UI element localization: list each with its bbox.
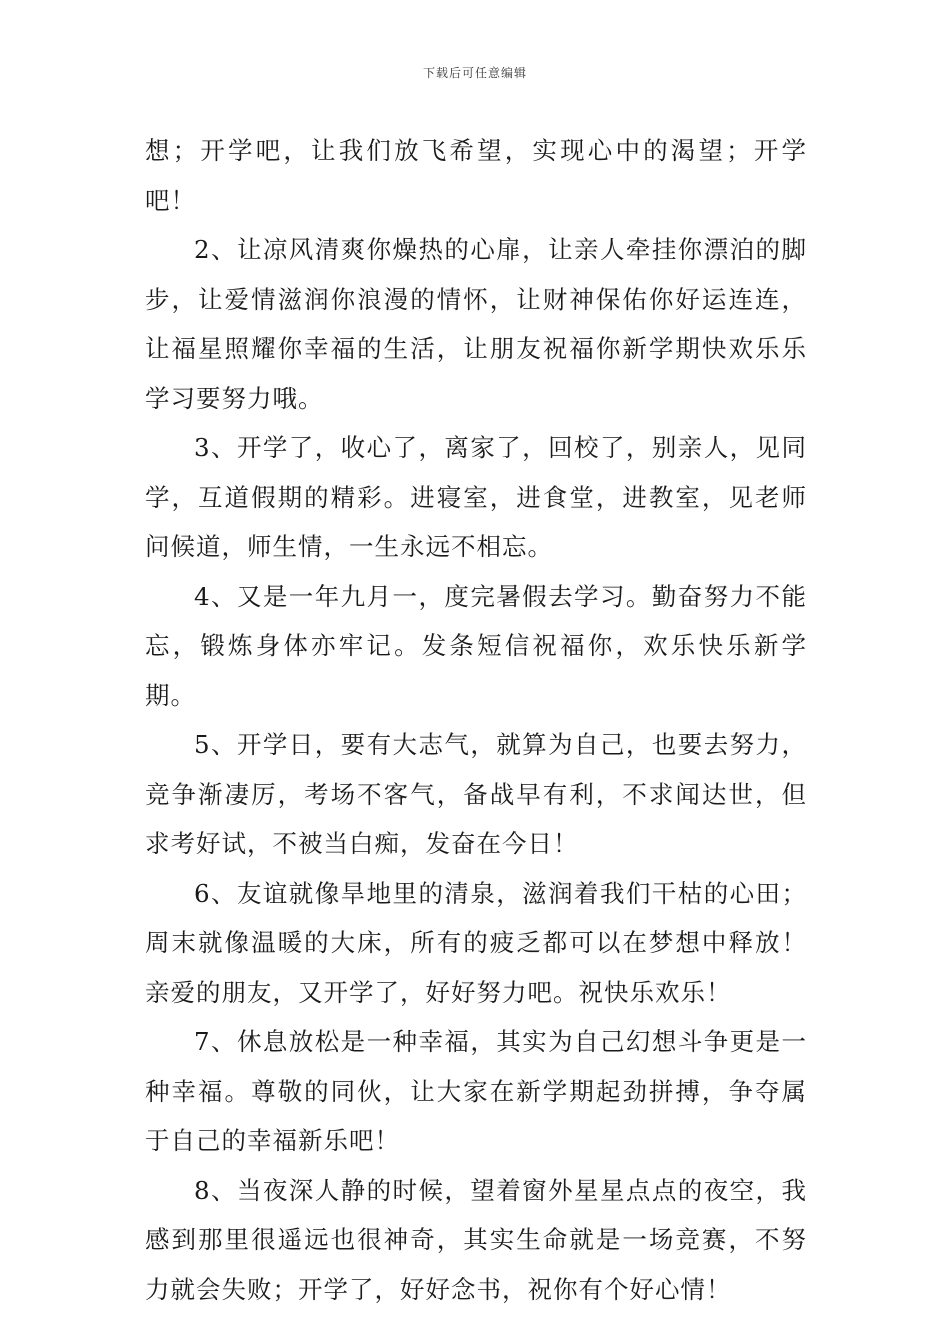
paragraph-item-6: 6、友谊就像旱地里的清泉，滋润着我们干枯的心田；周末就像温暖的大床，所有的疲乏都可以在梦想中释放！亲爱的朋友，又开学了，好好努力吧。祝快乐欢乐！: [145, 878, 807, 1007]
paragraph-item-8: 8、当夜深人静的时候，望着窗外星星点点的夜空，我感到那里很遥远也很神奇，其实生命就是一场竞赛，不努力就会失败；开学了，好好念书，祝你有个好心情！: [145, 1175, 807, 1304]
paragraph-continuation: 想；开学吧，让我们放飞希望，实现心中的渴望；开学吧！: [145, 136, 807, 215]
paragraph-item-4: 4、又是一年九月一，度完暑假去学习。勤奋努力不能忘，锻炼身体亦牢记。发条短信祝福你，欢乐快乐新学期。: [145, 581, 807, 710]
page-header-note: 下载后可任意编辑: [422, 66, 527, 80]
paragraph-item-2: 2、让凉风清爽你燥热的心扉，让亲人牵挂你漂泊的脚步，让爱情滋润你浪漫的情怀，让财神保佑你好运连连，让福星照耀你幸福的生活，让朋友祝福你新学期快欢乐乐学习要努力哦。: [145, 235, 807, 413]
paragraph-item-7: 7、休息放松是一种幸福，其实为自己幻想斗争更是一种幸福。尊敬的同伙，让大家在新学期起劲拼搏，争夺属于自己的幸福新乐吧！: [145, 1027, 807, 1155]
paragraph-item-5: 5、开学日，要有大志气，就算为自己，也要去努力，竞争渐凄厉，考场不客气，备战早有利，不求闻达世，但求考好试，不被当白痴，发奋在今日！: [145, 730, 807, 858]
document-body: [145, 126, 807, 1314]
paragraph-item-3: 3、开学了，收心了，离家了，回校了，别亲人，见同学，互道假期的精彩。进寝室，进食堂，进教室，见老师问候道，师生情，一生永远不相忘。: [145, 433, 807, 561]
